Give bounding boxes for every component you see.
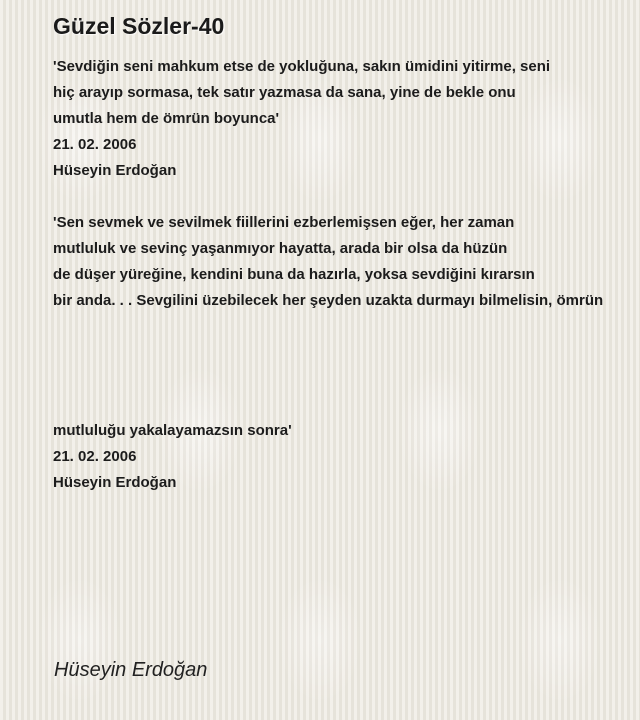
poem-line: umutla hem de ömrün boyunca' <box>53 110 280 127</box>
poem-line: 'Sen sevmek ve sevilmek fiillerini ezberlemişsen eğer, her zaman <box>53 214 515 231</box>
poem-line: mutluluk ve sevinç yaşanmıyor hayatta, arada bir olsa da hüzün <box>53 240 508 257</box>
page-title: Güzel Sözler-40 <box>53 13 225 39</box>
poem-line: mutluluğu yakalayamazsın sonra' <box>53 422 292 439</box>
poem-body <box>53 54 640 496</box>
poem-line: hiç arayıp sormasa, tek satır yazmasa da sana, yine de bekle onu <box>53 84 516 101</box>
poem-author: Hüseyin Erdoğan <box>53 474 177 491</box>
paragraph-gap <box>53 314 640 418</box>
poem-author: Hüseyin Erdoğan <box>53 162 177 179</box>
poem-line: 'Sevdiğin seni mahkum etse de yokluğuna, sakın ümidini yitirme, seni <box>53 58 551 75</box>
poem-date: 21. 02. 2006 <box>53 448 137 465</box>
poem-date: 21. 02. 2006 <box>53 136 137 153</box>
author-signature: Hüseyin Erdoğan <box>54 659 208 681</box>
paragraph-gap <box>53 184 640 210</box>
poem-line: de düşer yüreğine, kendini buna da hazırla, yoksa sevdiğini kırarsın <box>53 266 535 283</box>
poem-line: bir anda. . . Sevgilini üzebilecek her şeyden uzakta durmayı bilmelisin, ömrün <box>53 292 604 309</box>
